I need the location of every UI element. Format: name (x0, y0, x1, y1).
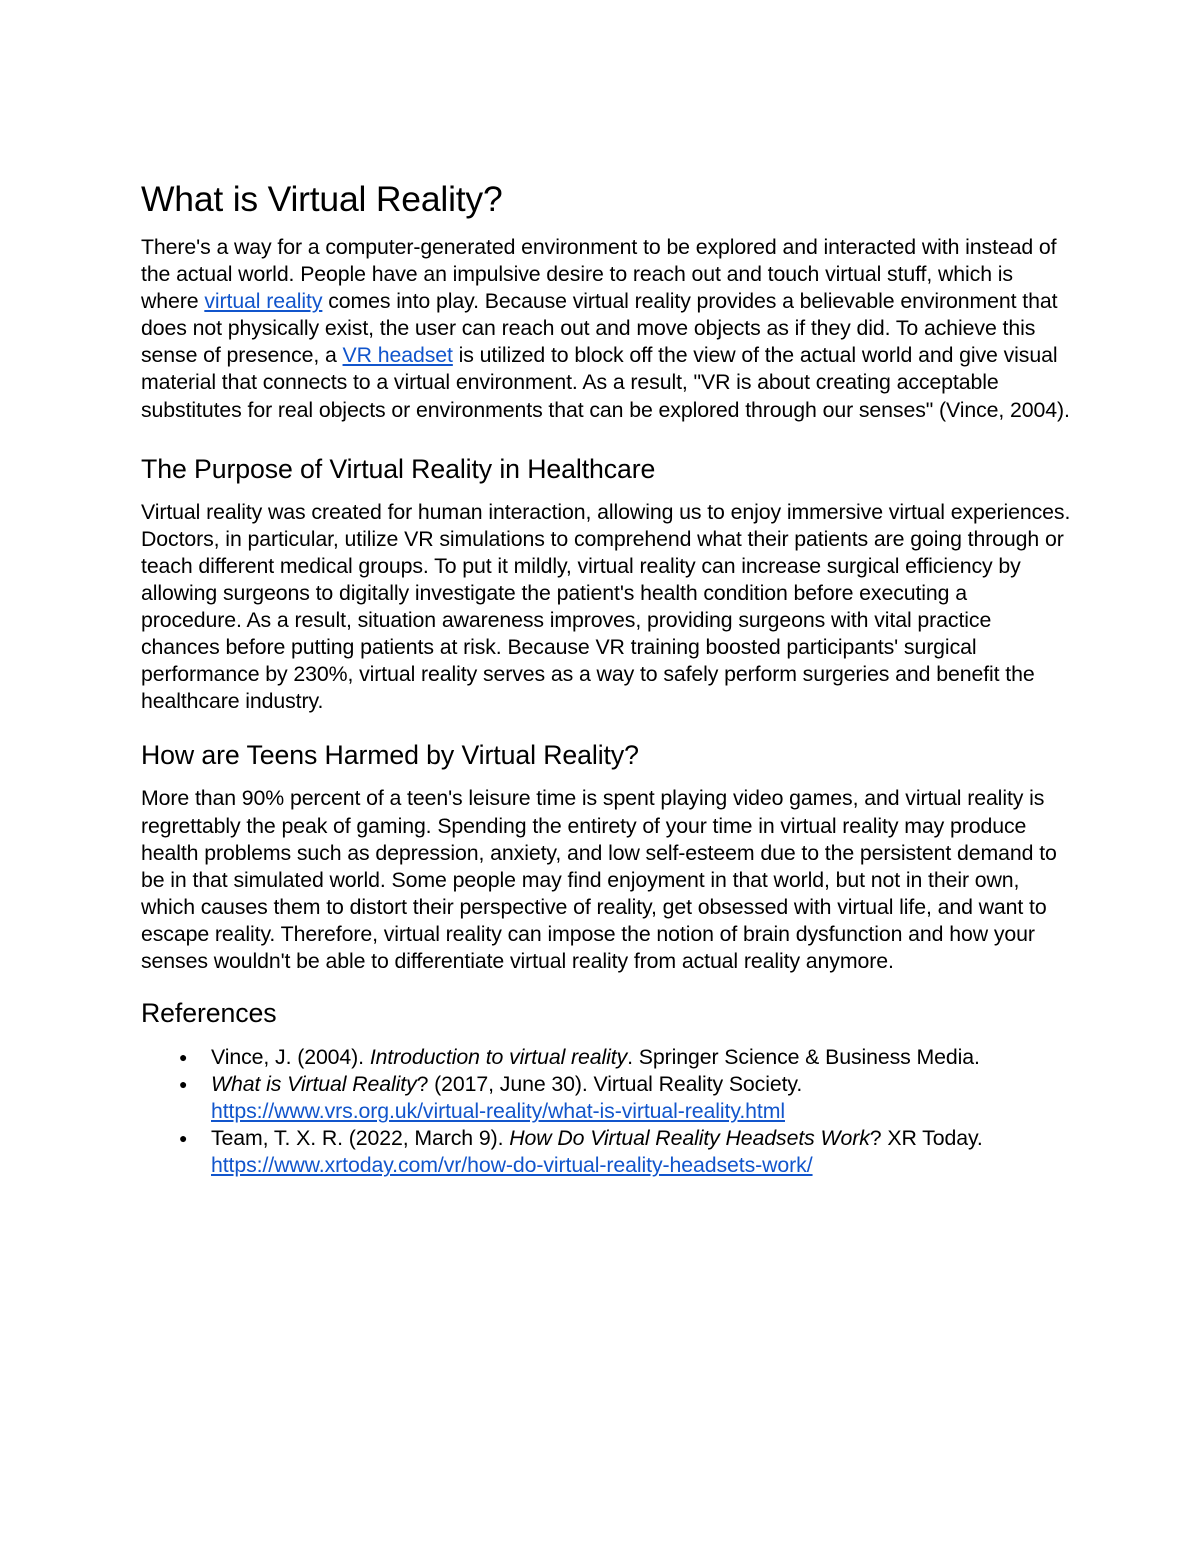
intro-text-1: There's a way for a computer-generated environment to be explored and interacted with instead of the actual world. People have an impulsive desire to reach out and touch virtual stuff, which is where (141, 235, 1057, 314)
reference-link-xrtoday[interactable]: https://www.xrtoday.com/vr/how-do-virtual-reality-headsets-work/ (211, 1153, 813, 1178)
reference-item (179, 1071, 1071, 1125)
intro-text-3: is utilized to block off the view of the actual world and give visual material that connects to a virtual environment. As a result, "VR is about creating acceptable substitutes for real objects or environments that can be explored through our senses" (Vince, 2004). (141, 343, 1070, 422)
document-page (141, 170, 1071, 1180)
teens-heading: How are Teens Harmed by Virtual Reality? (141, 740, 639, 771)
intro-paragraph (141, 234, 1071, 424)
reference-title: How Do Virtual Reality Headsets Work (509, 1126, 870, 1151)
reference-text: ? XR Today. (869, 1126, 983, 1151)
purpose-heading: The Purpose of Virtual Reality in Healthcare (141, 453, 656, 484)
reference-link-vrs[interactable]: https://www.vrs.org.uk/virtual-reality/what-is-virtual-reality.html (211, 1099, 785, 1124)
reference-title: What is Virtual Reality (211, 1072, 417, 1097)
reference-text: Team, T. X. R. (2022, March 9). (211, 1126, 510, 1151)
teens-paragraph: More than 90% percent of a teen's leisure time is spent playing video games, and virtual reality is regrettably the peak of gaming. Spending the entirety of your time in virtual reality may produce health problems such as depression, anxiety, and low self-esteem due to the persistent demand to be in that simulated world. Some people may find enjoyment in that world, but not in their own, which causes them to distort their perspective of reality, get obsessed with virtual life, and want to escape reality. Therefore, virtual reality can impose the notion of brain dysfunction and how your senses wouldn't be able to differentiate virtual reality from actual reality anymore. (141, 786, 1057, 973)
bullet-icon: ● (179, 1076, 188, 1093)
bullet-icon: ● (179, 1049, 188, 1066)
bullet-icon: ● (179, 1130, 188, 1147)
reference-text: Vince, J. (2004). (211, 1045, 370, 1070)
vr-headset-link[interactable]: VR headset (342, 343, 453, 368)
virtual-reality-link[interactable]: virtual reality (204, 289, 323, 314)
purpose-paragraph: Virtual reality was created for human interaction, allowing us to enjoy immersive virtual experiences. Doctors, in particular, utilize VR simulations to comprehend what their patients are going through or teach different medical groups. To put it mildly, virtual reality can increase surgical efficiency by allowing surgeons to digitally investigate the patient's health condition before executing a procedure. As a result, situation awareness improves, providing surgeons with vital practice chances before putting patients at risk. Because VR training boosted participants' surgical performance by 230%, virtual reality serves as a way to safely perform surgeries and benefit the healthcare industry. (141, 499, 1071, 714)
reference-text: ? (2017, June 30). Virtual Reality Society. (416, 1072, 803, 1097)
intro-text-2: comes into play. Because virtual reality provides a believable environment that does not physically exist, the user can reach out and move objects as if they did. To achieve this sense of presence, a (141, 289, 1058, 368)
reference-title: Introduction to virtual reality (369, 1045, 628, 1070)
page-title: What is Virtual Reality? (141, 179, 503, 219)
reference-text: . Springer Science & Business Media. (627, 1045, 980, 1070)
reference-item (179, 1044, 1071, 1071)
reference-item (179, 1125, 1071, 1179)
references-list (141, 1044, 1071, 1179)
references-heading: References (141, 998, 277, 1029)
